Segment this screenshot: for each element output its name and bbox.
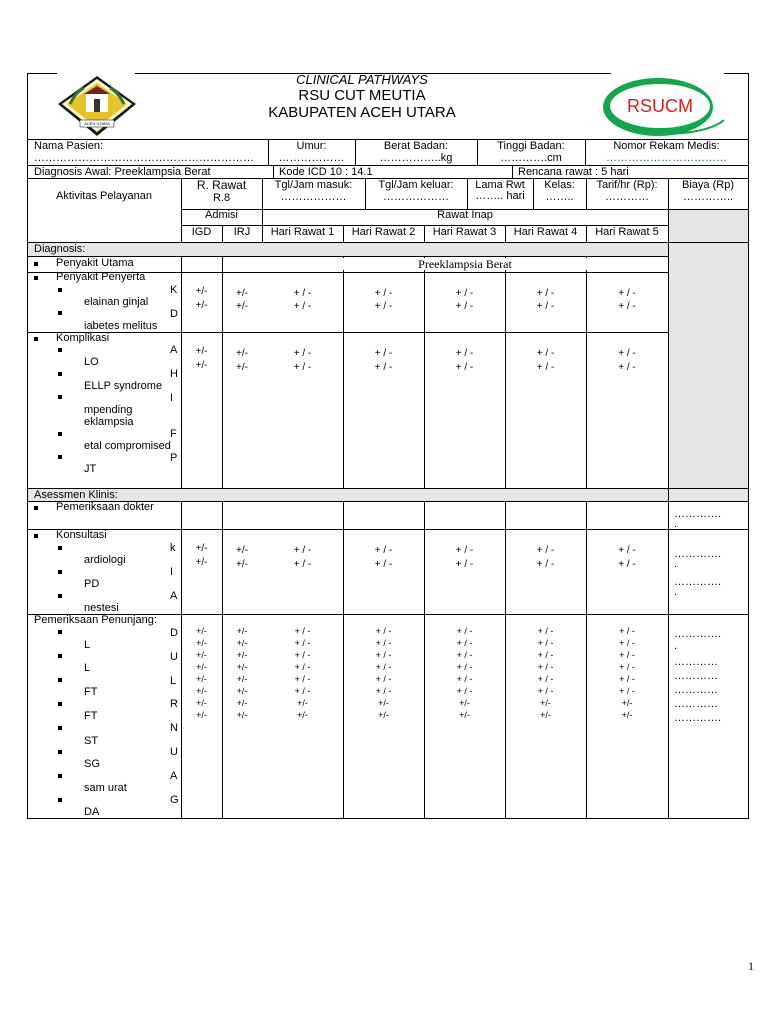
age-value[interactable]: ………………	[278, 152, 345, 164]
support-letter-1: D	[170, 627, 178, 639]
support-item-7: sam urat	[84, 782, 127, 794]
support-letter-3: L	[170, 675, 177, 687]
irj-header: IRJ	[233, 226, 251, 238]
support-cost-2[interactable]: …………	[674, 656, 718, 668]
support-mark[interactable]: +/-	[297, 698, 308, 708]
consult-d1-2[interactable]: + / -	[293, 559, 312, 570]
logo-text: RSUCM	[627, 96, 693, 116]
weight-value[interactable]: ……………..kg	[379, 152, 453, 164]
consult-item-2: PD	[84, 578, 100, 590]
comorbid-d3-2[interactable]: + / -	[455, 301, 474, 312]
regency-logo	[56, 74, 138, 138]
complication-d2-2[interactable]: + / -	[374, 362, 393, 373]
consult-d4-2[interactable]: + / -	[536, 559, 555, 570]
support-letter-4: R	[170, 698, 178, 710]
support-item-8: DA	[84, 806, 100, 818]
support-mark[interactable]: + / -	[375, 674, 392, 684]
doctor-exam-cost[interactable]: ………….	[674, 508, 722, 520]
consult-letter-3: A	[170, 590, 178, 602]
complication-d3-2[interactable]: + / -	[455, 362, 474, 373]
support-mark[interactable]: +/-	[378, 710, 389, 720]
support-mark[interactable]: +/-	[297, 710, 308, 720]
day3-header: Hari Rawat 3	[432, 226, 497, 238]
consult-letter-1: k	[170, 542, 176, 554]
medical-record-label: Nomor Rekam Medis:	[613, 140, 720, 152]
height-value[interactable]: ………….cm	[500, 152, 562, 164]
support-mark[interactable]: +/-	[196, 686, 207, 696]
consult-d1-1[interactable]: + / -	[293, 545, 312, 556]
activity-header: Aktivitas Pelayanan	[56, 190, 152, 202]
complication-irj-1[interactable]: +/-	[236, 348, 248, 359]
diagnosis-section-bar	[28, 243, 668, 256]
consult-d3-1[interactable]: + / -	[455, 545, 474, 556]
complication-d4-1[interactable]: + / -	[536, 348, 555, 359]
consult-igd-1[interactable]: +/-	[195, 543, 208, 554]
support-mark[interactable]: + / -	[537, 662, 554, 672]
admit-time-value[interactable]: ………………	[280, 191, 347, 203]
support-item-2: L	[84, 662, 91, 674]
support-mark[interactable]: +/-	[196, 662, 207, 672]
class-value[interactable]: ……..	[545, 191, 574, 203]
support-mark[interactable]: +/-	[459, 710, 470, 720]
support-mark[interactable]: +/-	[236, 686, 248, 696]
support-mark[interactable]: +/-	[196, 650, 207, 660]
support-mark[interactable]: + / -	[537, 686, 554, 696]
complication-d5-1[interactable]: + / -	[618, 348, 636, 359]
regency-name: KABUPATEN ACEH UTARA	[268, 104, 456, 121]
support-mark[interactable]: + / -	[456, 650, 473, 660]
consult-label: Konsultasi	[56, 529, 107, 541]
complication-letter-2: H	[170, 368, 178, 380]
comorbid-d4-1[interactable]: + / -	[536, 288, 555, 299]
doctor-exam-label: Pemeriksaan dokter	[56, 501, 154, 513]
support-mark[interactable]: + / -	[456, 638, 473, 648]
consult-d5-2[interactable]: + / -	[618, 559, 636, 570]
comorbid-d2-1[interactable]: + / -	[374, 288, 393, 299]
icd-code: Kode ICD 10 : 14.1	[279, 166, 373, 178]
consult-irj-1[interactable]: +/-	[236, 545, 248, 556]
admisi-header: Admisi	[204, 209, 238, 221]
support-letter-7: A	[170, 770, 178, 782]
patient-name-label: Nama Pasien:	[34, 140, 104, 152]
support-mark[interactable]: +/-	[236, 662, 248, 672]
page-number: 1	[748, 959, 754, 973]
complication-d2-1[interactable]: + / -	[374, 348, 393, 359]
support-mark[interactable]: + / -	[375, 650, 392, 660]
logo-band-text: ACEH UTARA	[84, 121, 110, 126]
class-label: Kelas:	[544, 179, 575, 191]
support-mark[interactable]: +/-	[540, 710, 551, 720]
support-letter-8: G	[170, 794, 179, 806]
support-item-1: L	[84, 639, 91, 651]
support-mark[interactable]: + / -	[375, 686, 392, 696]
support-mark[interactable]: + / -	[294, 674, 311, 684]
support-cost-1[interactable]: ………….	[674, 628, 722, 640]
initial-diagnosis: Diagnosis Awal: Preeklampsia Berat	[34, 166, 211, 178]
complication-d3-1[interactable]: + / -	[455, 348, 474, 359]
complication-item-1: LO	[84, 356, 99, 368]
support-cost-6[interactable]: ………….	[674, 712, 722, 724]
consult-d3-2[interactable]: + / -	[455, 559, 474, 570]
support-mark[interactable]: + / -	[537, 674, 554, 684]
consult-d4-1[interactable]: + / -	[536, 545, 555, 556]
support-mark[interactable]: + / -	[619, 674, 635, 684]
support-mark[interactable]: + / -	[375, 626, 392, 636]
support-item-3: FT	[84, 686, 98, 698]
comorbid-igd-2[interactable]: +/-	[195, 300, 208, 311]
consult-irj-2[interactable]: +/-	[236, 559, 248, 570]
support-mark[interactable]: + / -	[619, 626, 635, 636]
weight-label: Berat Badan:	[383, 140, 449, 152]
height-label: Tinggi Badan:	[497, 140, 565, 152]
support-mark[interactable]: + / -	[619, 662, 635, 672]
support-item-5: ST	[84, 735, 99, 747]
cost-value[interactable]: …………..	[682, 191, 734, 203]
comorbid-label: Penyakit Penyerta	[56, 271, 146, 283]
complication-letter-3: I	[170, 392, 174, 404]
support-mark[interactable]: +/-	[236, 650, 248, 660]
comorbid-irj-1[interactable]: +/-	[236, 288, 248, 299]
assessment-section-bar	[28, 489, 668, 501]
complication-letter-4: F	[170, 428, 177, 440]
complication-item-3: mpending eklampsia	[84, 404, 134, 428]
comorbid-item-2: iabetes melitus	[84, 320, 158, 332]
exit-time-value[interactable]: ………………	[383, 191, 449, 203]
support-mark[interactable]: +/-	[196, 674, 207, 684]
support-mark[interactable]: +/-	[621, 710, 633, 720]
support-cost-1-tail: .	[674, 640, 678, 652]
hospital-name: RSU CUT MEUTIA	[298, 87, 426, 104]
support-mark[interactable]: + / -	[619, 638, 635, 648]
day1-header: Hari Rawat 1	[270, 226, 335, 238]
primary-disease-value: Preeklampsia Berat	[262, 258, 668, 270]
support-mark[interactable]: +/-	[196, 710, 207, 720]
patient-name-value[interactable]: ……………………………………………………	[34, 152, 254, 164]
admit-time-label: Tgl/Jam masuk:	[274, 179, 353, 191]
complication-igd-2[interactable]: +/-	[195, 360, 208, 371]
support-mark[interactable]: +/-	[459, 698, 470, 708]
comorbid-d1-1[interactable]: + / -	[293, 288, 312, 299]
comorbid-d1-2[interactable]: + / -	[293, 301, 312, 312]
comorbid-d4-2[interactable]: + / -	[536, 301, 555, 312]
complication-d1-1[interactable]: + / -	[293, 348, 312, 359]
support-cost-4[interactable]: …………	[674, 684, 718, 696]
support-mark[interactable]: +/-	[196, 626, 207, 636]
support-mark[interactable]: + / -	[294, 662, 311, 672]
complication-label: Komplikasi	[56, 332, 110, 344]
support-cost-5[interactable]: …………	[674, 698, 718, 710]
support-letter-5: N	[170, 722, 178, 734]
complication-d4-2[interactable]: + / -	[536, 362, 555, 373]
complication-igd-1[interactable]: +/-	[195, 346, 208, 357]
comorbid-irj-2[interactable]: +/-	[236, 301, 248, 312]
diagnosis-section-title: Diagnosis:	[34, 243, 86, 255]
complication-item-4: etal compromised	[84, 440, 171, 452]
age-label: Umur:	[296, 140, 327, 152]
igd-header: IGD	[191, 226, 212, 238]
support-mark[interactable]: + / -	[375, 662, 392, 672]
care-plan: Rencana rawat : 5 hari	[518, 166, 629, 178]
length-of-stay-value[interactable]: …….. hari	[475, 190, 525, 202]
support-mark[interactable]: +/-	[236, 638, 248, 648]
consult-letter-2: I	[170, 566, 174, 578]
exit-time-label: Tgl/Jam keluar:	[378, 179, 454, 191]
complication-letter-5: P	[170, 452, 178, 464]
complication-letter-1: A	[170, 344, 178, 356]
room-label: R. Rawat	[196, 178, 247, 192]
complication-d1-2[interactable]: + / -	[293, 362, 312, 373]
tariff-value[interactable]: …………	[605, 191, 649, 203]
comorbid-d3-1[interactable]: + / -	[455, 288, 474, 299]
support-mark[interactable]: +/-	[196, 698, 207, 708]
support-mark[interactable]: + / -	[294, 626, 311, 636]
comorbid-d2-2[interactable]: + / -	[374, 301, 393, 312]
comorbid-d5-2[interactable]: + / -	[618, 301, 636, 312]
support-mark[interactable]: +/-	[540, 698, 551, 708]
assessment-section-title: Asessmen Klinis:	[34, 489, 118, 501]
cost-column-shade	[668, 209, 748, 502]
support-mark[interactable]: + / -	[537, 650, 554, 660]
comorbid-d5-1[interactable]: + / -	[618, 288, 636, 299]
support-mark[interactable]: + / -	[619, 686, 635, 696]
support-mark[interactable]: +/-	[196, 638, 207, 648]
support-mark[interactable]: + / -	[456, 662, 473, 672]
consult-item-3: nestesi	[84, 602, 119, 614]
medical-record-value[interactable]: ……………………………	[606, 152, 727, 164]
support-letter-2: U	[170, 651, 178, 663]
support-mark[interactable]: + / -	[537, 638, 554, 648]
support-mark[interactable]: + / -	[294, 686, 311, 696]
primary-disease-label: Penyakit Utama	[56, 257, 134, 269]
support-letter-6: U	[170, 746, 178, 758]
support-mark[interactable]: +/-	[236, 626, 248, 636]
consult-d2-1[interactable]: + / -	[374, 545, 393, 556]
support-mark[interactable]: + / -	[375, 638, 392, 648]
support-mark[interactable]: + / -	[294, 638, 311, 648]
consult-item-1: ardiologi	[84, 554, 126, 566]
comorbid-letter-2: D	[170, 308, 178, 320]
support-mark[interactable]: + / -	[456, 626, 473, 636]
support-mark[interactable]: +/-	[236, 710, 248, 720]
hospital-logo	[600, 76, 728, 138]
length-of-stay-label: Lama Rwt	[475, 179, 525, 191]
complication-d5-2[interactable]: + / -	[618, 362, 636, 373]
support-cost-3[interactable]: …………	[674, 670, 718, 682]
support-mark[interactable]: +/-	[236, 698, 248, 708]
room-value: R.8	[212, 192, 231, 204]
consult-cost-2[interactable]: ………….	[674, 576, 722, 588]
consult-d5-1[interactable]: + / -	[618, 545, 636, 556]
complication-irj-2[interactable]: +/-	[236, 362, 248, 373]
support-mark[interactable]: + / -	[619, 650, 635, 660]
support-mark[interactable]: + / -	[456, 674, 473, 684]
support-exam-label: Pemeriksaan Penunjang:	[34, 614, 157, 626]
support-mark[interactable]: +/-	[621, 698, 633, 708]
support-mark[interactable]: +/-	[378, 698, 389, 708]
consult-cost-1-tail: .	[674, 558, 678, 570]
comorbid-igd-1[interactable]: +/-	[195, 286, 208, 297]
doctor-exam-cost-tail: .	[674, 518, 678, 530]
consult-cost-2-tail: .	[674, 586, 678, 598]
support-mark[interactable]: +/-	[236, 674, 248, 684]
support-item-6: SG	[84, 758, 100, 770]
day4-header: Hari Rawat 4	[513, 226, 578, 238]
day2-header: Hari Rawat 2	[351, 226, 416, 238]
pathway-subtitle: CLINICAL PATHWAYS	[296, 72, 428, 87]
consult-igd-2[interactable]: +/-	[195, 557, 208, 568]
tariff-label: Tarif/hr (Rp):	[596, 179, 658, 191]
complication-item-2: ELLP syndrome	[84, 380, 163, 392]
cost-label: Biaya (Rp)	[682, 179, 734, 191]
complication-item-5: JT	[84, 463, 97, 475]
consult-d2-2[interactable]: + / -	[374, 559, 393, 570]
rawat-inap-header: Rawat Inap	[437, 209, 493, 221]
support-mark[interactable]: + / -	[537, 626, 554, 636]
day5-header: Hari Rawat 5	[595, 226, 659, 238]
support-item-4: FT	[84, 710, 98, 722]
comorbid-item-1: elainan ginjal	[84, 296, 149, 308]
comorbid-letter-1: K	[170, 284, 178, 296]
support-mark[interactable]: + / -	[294, 650, 311, 660]
support-mark[interactable]: + / -	[456, 686, 473, 696]
consult-cost-1[interactable]: ………….	[674, 548, 722, 560]
